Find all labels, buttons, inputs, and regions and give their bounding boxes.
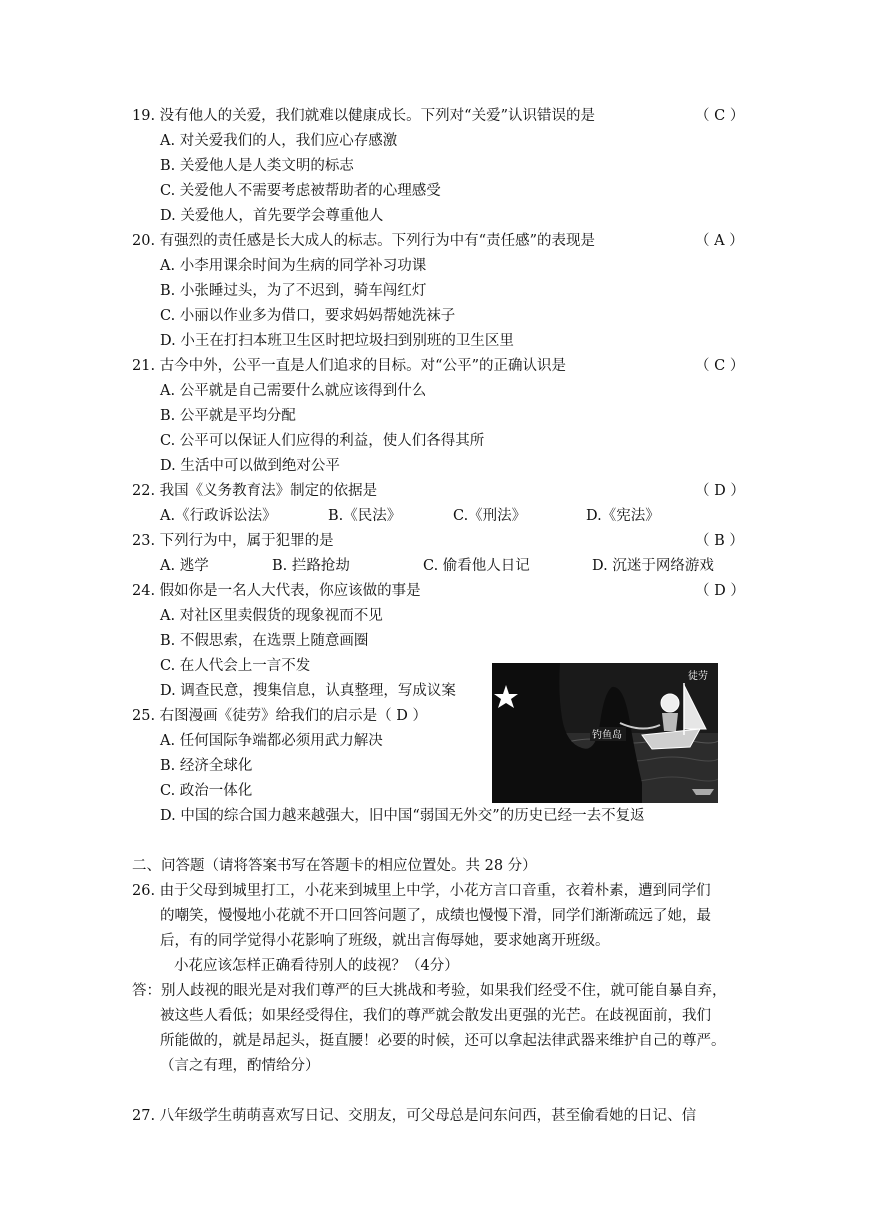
q21-option-c: C. 公平可以保证人们应得的利益，使人们各得其所 <box>160 433 485 449</box>
q27-line-1: 27. 八年级学生萌萌喜欢写日记、交朋友，可父母总是问东问西，甚至偷看她的日记、信 <box>132 1108 697 1124</box>
q26-line-4: 小花应该怎样正确看待别人的歧视？（4分） <box>174 958 459 974</box>
q26-answer-line-3: 所能做的，就是昂起头，挺直腰！必要的时候，还可以拿起法律武器来维护自己的尊严。 <box>160 1033 726 1049</box>
q20-option-d: D. 小王在打扫本班卫生区时把垃圾扫到别班的卫生区里 <box>160 333 514 349</box>
q20-answer: （ A ） <box>695 233 744 249</box>
cartoon-futile-image <box>492 663 718 803</box>
q19-option-c: C. 关爱他人不需要考虑被帮助者的心理感受 <box>160 183 441 199</box>
q22-option-d: D.《宪法》 <box>586 508 660 524</box>
q20-option-c: C. 小丽以作业多为借口，要求妈妈帮她洗袜子 <box>160 308 456 324</box>
q20-option-b: B. 小张睡过头，为了不迟到，骑车闯红灯 <box>160 283 427 299</box>
q20-stem: 20. 有强烈的责任感是长大成人的标志。下列行为中有“责任感”的表现是 <box>132 233 595 249</box>
q23-answer: （ B ） <box>695 533 744 549</box>
q23-option-d: D. 沉迷于网络游戏 <box>592 558 714 574</box>
q26-line-2: 的嘲笑，慢慢地小花就不开口回答问题了，成绩也慢慢下滑，同学们渐渐疏远了她，最 <box>160 908 711 924</box>
q25-stem: 25. 右图漫画《徒劳》给我们的启示是（ D ） <box>132 708 428 724</box>
q26-line-3: 后，有的同学觉得小花影响了班级，就出言侮辱她，要求她离开班级。 <box>160 933 610 949</box>
q19-option-a: A. 对关爱我们的人，我们应心存感激 <box>160 133 398 149</box>
q21-option-b: B. 公平就是平均分配 <box>160 408 296 424</box>
cartoon-island-label: 钓鱼岛 <box>592 730 622 741</box>
q23-option-b: B. 拦路抢劫 <box>272 558 350 574</box>
q22-stem: 22. 我国《义务教育法》制定的依据是 <box>132 483 378 499</box>
q24-stem: 24. 假如你是一名人大代表，你应该做的事是 <box>132 583 421 599</box>
q22-option-c: C.《刑法》 <box>453 508 527 524</box>
q24-option-b: B. 不假思索，在选票上随意画圈 <box>160 633 369 649</box>
q22-answer: （ D ） <box>695 483 745 499</box>
q23-stem: 23. 下列行为中，属于犯罪的是 <box>132 533 334 549</box>
section-heading: 二、问答题（请将答案书写在答题卡的相应位置处。共 28 分） <box>132 858 537 874</box>
q25-option-c: C. 政治一体化 <box>160 783 253 799</box>
q23-option-c: C. 偷看他人日记 <box>423 558 530 574</box>
q26-answer-line-2: 被这些人看低；如果经受得住，我们的尊严就会散发出更强的光芒。在歧视面前，我们 <box>160 1008 711 1024</box>
cartoon-title-label: 徒劳 <box>688 671 708 682</box>
q24-answer: （ D ） <box>695 583 745 599</box>
q26-answer-line-1: 答：别人歧视的眼光是对我们尊严的巨大挑战和考验，如果我们经受不住，就可能自暴自弃， <box>132 983 727 999</box>
q20-option-a: A. 小李用课余时间为生病的同学补习功课 <box>160 258 427 274</box>
q21-answer: （ C ） <box>695 358 745 374</box>
q25-option-a: A. 任何国际争端都必须用武力解决 <box>160 733 383 749</box>
q19-stem: 19. 没有他人的关爱，我们就难以健康成长。下列对“关爱”认识错误的是 <box>132 108 595 124</box>
q21-option-a: A. 公平就是自己需要什么就应该得到什么 <box>160 383 427 399</box>
q22-option-a: A.《行政诉讼法》 <box>160 508 277 524</box>
q24-option-d: D. 调查民意，搜集信息，认真整理，写成议案 <box>160 683 456 699</box>
q24-option-a: A. 对社区里卖假货的现象视而不见 <box>160 608 383 624</box>
q25-option-b: B. 经济全球化 <box>160 758 253 774</box>
q21-option-d: D. 生活中可以做到绝对公平 <box>160 458 340 474</box>
q24-option-c: C. 在人代会上一言不发 <box>160 658 311 674</box>
q21-stem: 21. 古今中外，公平一直是人们追求的目标。对“公平”的正确认识是 <box>132 358 566 374</box>
q25-option-d: D. 中国的综合国力越来越强大，旧中国“弱国无外交”的历史已经一去不复返 <box>160 808 645 824</box>
q22-option-b: B.《民法》 <box>328 508 402 524</box>
q26-answer-line-4: （言之有理，酌情给分） <box>160 1058 320 1074</box>
q19-answer: （ C ） <box>695 108 745 124</box>
q23-option-a: A. 逃学 <box>160 558 209 574</box>
q19-option-b: B. 关爱他人是人类文明的标志 <box>160 158 354 174</box>
q26-line-1: 26. 由于父母到城里打工，小花来到城里上中学，小花方言口音重，衣着朴素，遭到同学们 <box>132 883 711 899</box>
q19-option-d: D. 关爱他人，首先要学会尊重他人 <box>160 208 384 224</box>
